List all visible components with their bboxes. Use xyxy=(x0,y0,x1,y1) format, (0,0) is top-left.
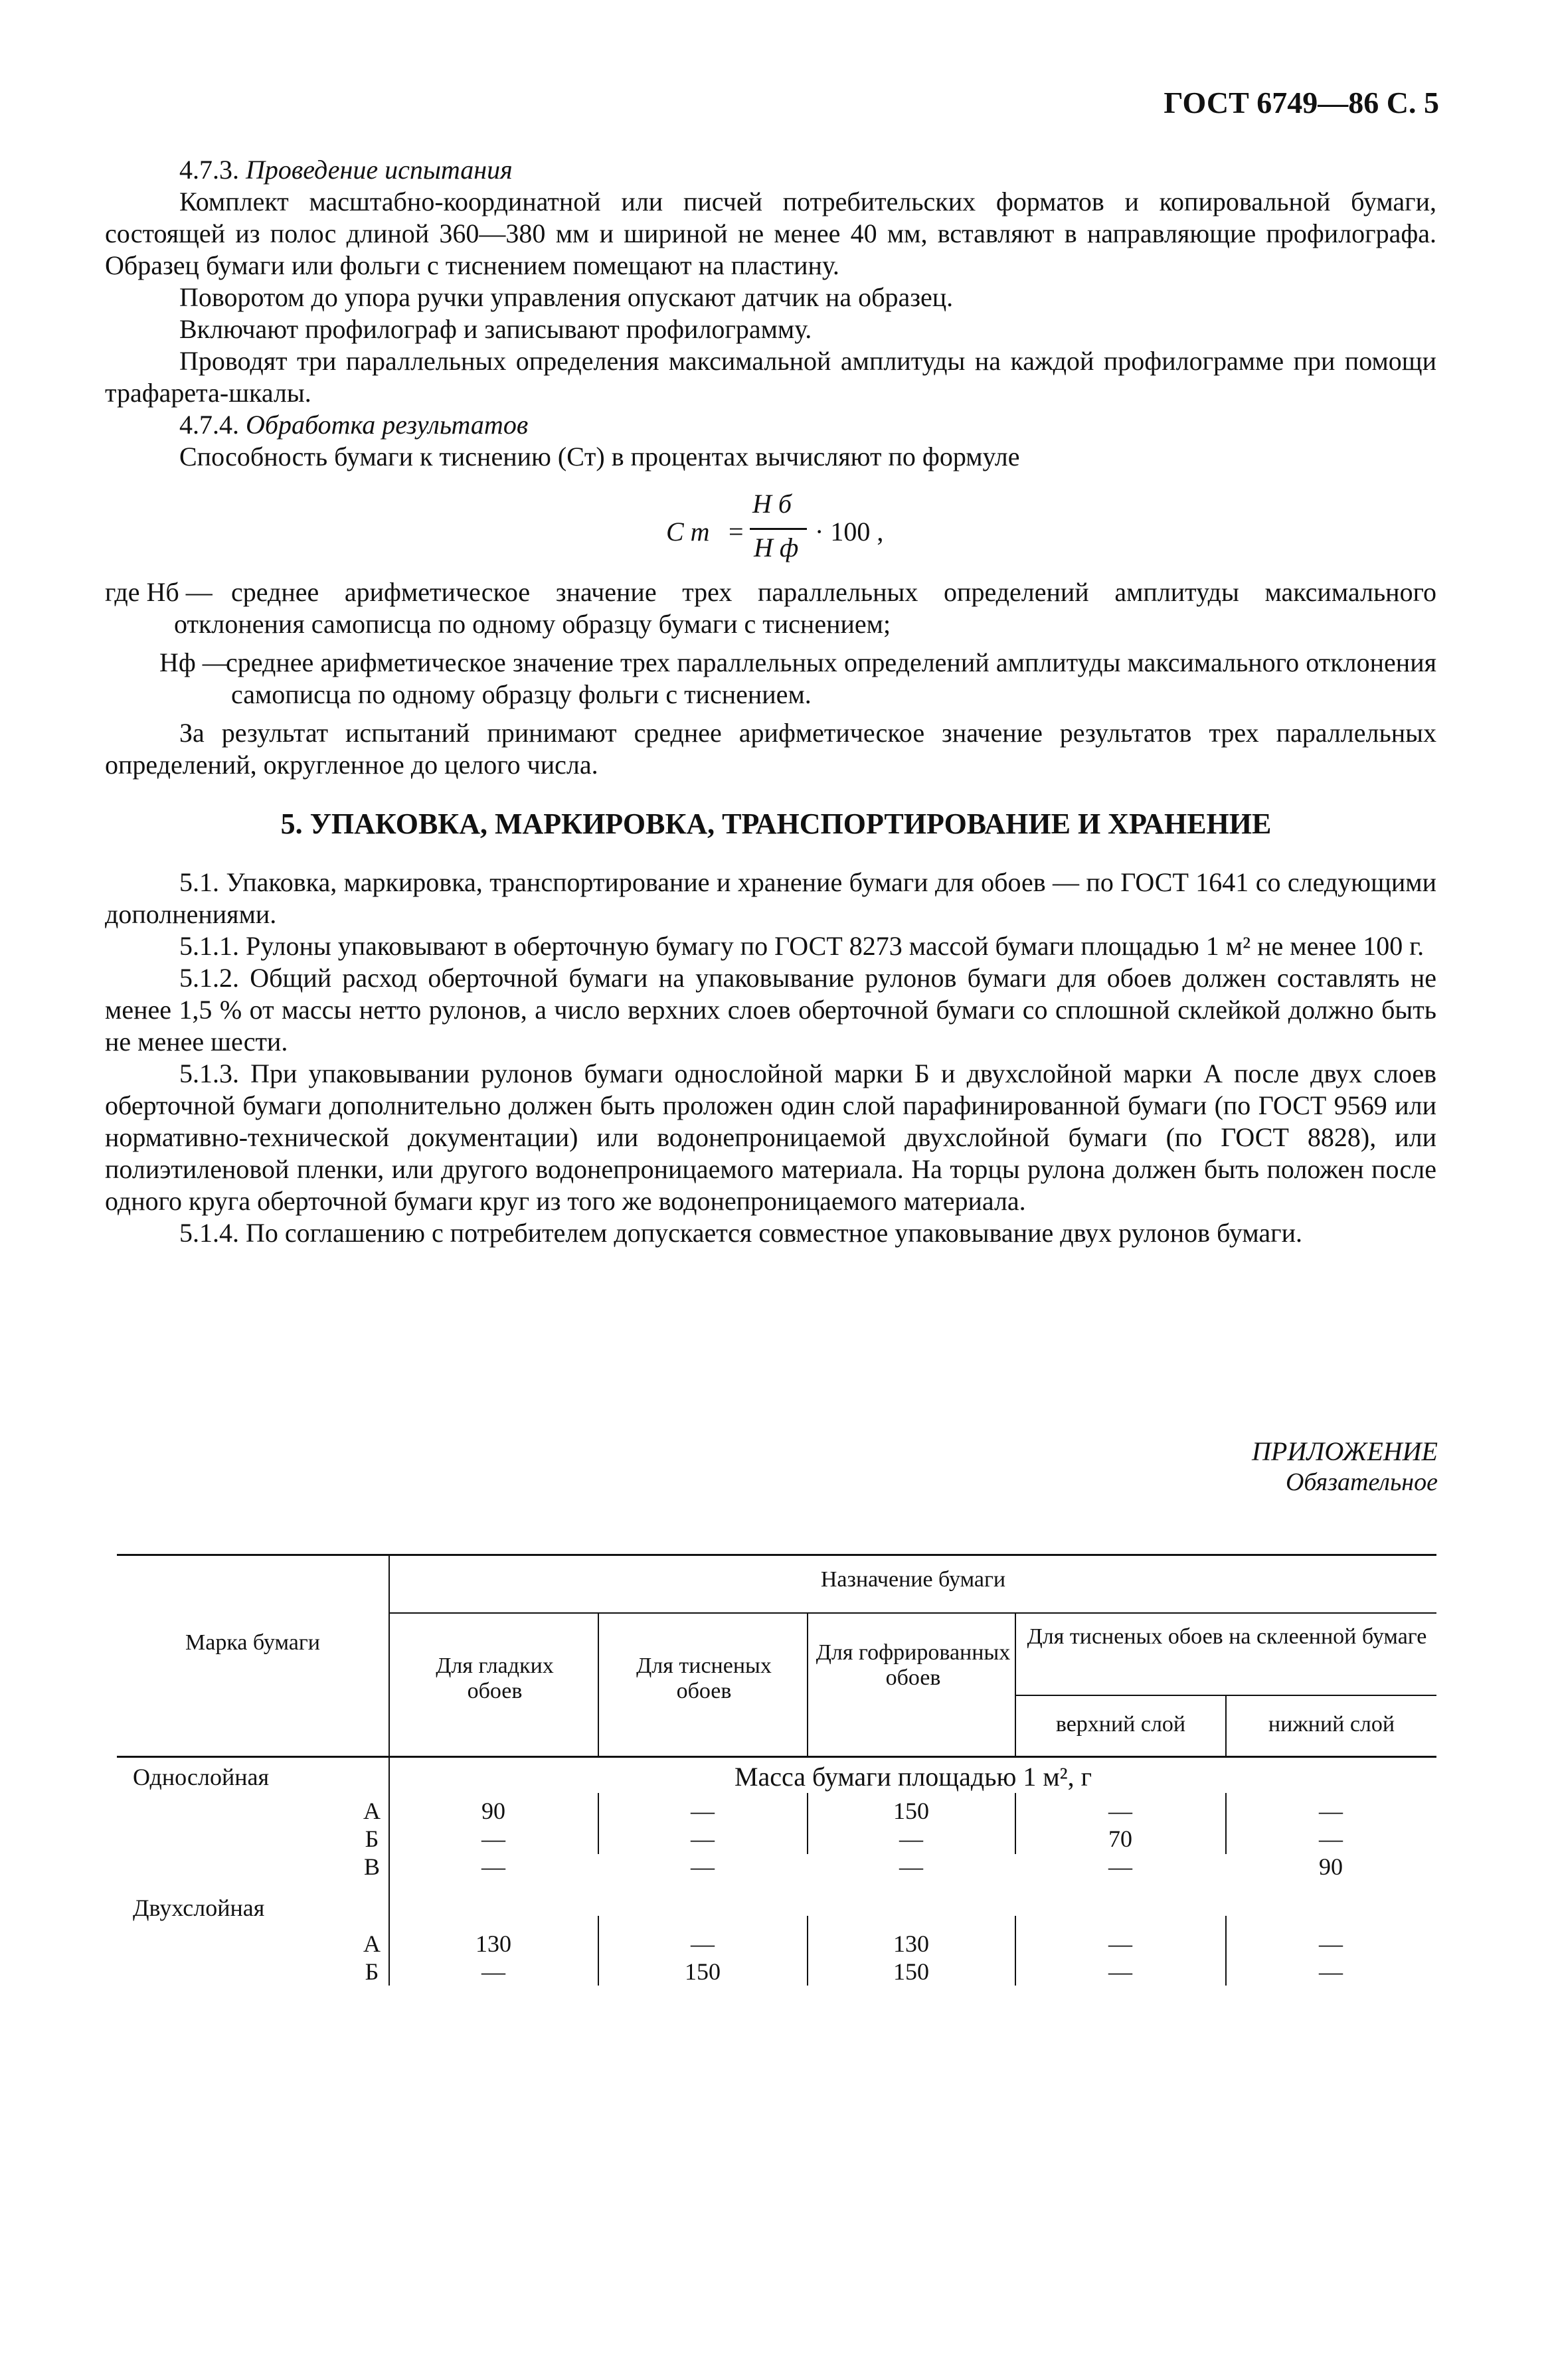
paragraph: 5.1.1. Рулоны упаковывают в оберточную бумагу по ГОСТ 8273 массой бумаги площадью 1 м² не менее 100 г. xyxy=(179,931,1424,961)
table-rule xyxy=(807,1916,808,1986)
paragraph: Поворотом до упора ручки управления опускают датчик на образец. xyxy=(179,282,954,312)
table-rule xyxy=(807,1793,808,1854)
table-cell: — xyxy=(1319,1798,1343,1824)
row-mark: Б xyxy=(365,1958,379,1985)
table-cell: — xyxy=(899,1826,923,1852)
table-cell: — xyxy=(1108,1798,1132,1824)
row-mark: Б xyxy=(365,1826,379,1852)
table-cell: 130 xyxy=(893,1930,929,1957)
paragraph: Проводят три параллельных определения максимальной амплитуды на каждой профилограмме при помощи трафарета-шкалы. xyxy=(105,346,1436,408)
table-cell: 150 xyxy=(893,1958,929,1985)
table-cell: 70 xyxy=(1108,1826,1132,1852)
table-cell: 90 xyxy=(481,1798,505,1824)
formula-eq: = xyxy=(729,517,744,547)
table-cell: 90 xyxy=(1319,1853,1343,1880)
table-rule xyxy=(807,1612,808,1757)
table-cell: — xyxy=(691,1930,715,1957)
formula-numerator: H б xyxy=(752,489,792,519)
formula xyxy=(654,488,960,574)
table-cell: — xyxy=(1319,1826,1343,1852)
table-cell: — xyxy=(481,1826,505,1852)
table-cell: — xyxy=(691,1798,715,1824)
table-rule xyxy=(598,1916,599,1986)
group-label: Двухслойная xyxy=(133,1895,265,1921)
result-paragraph: За результат испытаний принимают среднее арифметическое значение результатов трех параллельных определений, округленное до целого числа. xyxy=(105,718,1436,780)
table-cell: — xyxy=(691,1853,715,1880)
table-cell: — xyxy=(691,1826,715,1852)
table-cell: — xyxy=(481,1958,505,1985)
table-cell: — xyxy=(1319,1930,1343,1957)
paragraph: Способность бумаги к тиснению (Cт) в процентах вычисляют по формуле xyxy=(179,442,1020,471)
paragraph: 5.1.4. По соглашению с потребителем допускается совместное упаковывание двух рулонов бумаги. xyxy=(179,1218,1302,1248)
fraction-bar xyxy=(750,528,807,530)
legend-item: Hф — среднее арифметическое значение трех параллельных определений амплитуды максимального отклонения самописца по одному образцу фольги с тиснением. xyxy=(159,647,1436,709)
table-rule xyxy=(1225,1793,1227,1854)
col-header-embossed: Для тисненых обоев xyxy=(636,1654,772,1703)
paragraph: 5.1.3. При упаковывании рулонов бумаги однослойной марки Б и двухслойной марки А после двух слоев оберточной бумаги дополнительно должен быть проложен один слой парафинированной бумаги (по ГОСТ 9569 или нормативно-технической документации) или водонепроницаемой двухслойной бумаги (по ГОСТ 8828), или полиэтиленовой пленки, или другого водонепроницаемого материала. На торцы рулона должен быть положен после одного круга оберточной бумаги круг из того же водонепроницаемого материала. xyxy=(105,1059,1436,1216)
appendix-subtitle: Обязательное xyxy=(1285,1468,1438,1496)
formula-multiplier: · 100 , xyxy=(815,517,884,547)
group-label: Однослойная xyxy=(133,1764,270,1790)
col-header-purpose: Назначение бумаги xyxy=(820,1567,1006,1592)
table-cell: 130 xyxy=(475,1930,511,1957)
table-cell: — xyxy=(481,1853,505,1880)
formula-denominator: H ф xyxy=(754,533,799,562)
col-header-top-layer: верхний слой xyxy=(1055,1712,1186,1737)
table-cell: 150 xyxy=(685,1958,721,1985)
table-cell: — xyxy=(1319,1958,1343,1985)
table-cell: — xyxy=(1108,1930,1132,1957)
col-header-corrugated: Для гофрированных обоев xyxy=(816,1640,1011,1690)
paragraph: Комплект масштабно-координатной или писчей потребительских форматов и копировальной бумаги, состоящей из полос длиной 360—380 мм и шириной не менее 40 мм, вставляют в направляющие профилографа. Образец бумаги или фольги с тиснением помещают на пластину. xyxy=(105,187,1436,280)
page-header: ГОСТ 6749—86 С. 5 xyxy=(1164,86,1439,120)
table-cell: — xyxy=(899,1853,923,1880)
row-mark: В xyxy=(363,1853,380,1880)
col-header-glued: Для тисненых обоев на склеенной бумаге xyxy=(1027,1624,1427,1649)
col-header-smooth: Для гладких обоев xyxy=(436,1654,554,1703)
mass-label: Масса бумаги площадью 1 м², г xyxy=(734,1762,1092,1792)
section-5 xyxy=(105,867,1436,1249)
table-rule xyxy=(598,1793,599,1854)
table-rule xyxy=(1225,1916,1227,1986)
col-header-bottom-layer: нижний слой xyxy=(1268,1712,1395,1737)
table-rule xyxy=(388,1612,1436,1614)
row-mark: А xyxy=(363,1798,381,1824)
table-rule xyxy=(598,1612,599,1757)
table-rule xyxy=(1015,1916,1016,1986)
section-title: 4.7.3. Проведение испытания xyxy=(179,155,513,185)
formula-legend xyxy=(105,576,1436,711)
row-mark: А xyxy=(363,1930,381,1957)
paragraph: Включают профилограф и записывают профилограмму. xyxy=(179,314,812,344)
table-cell: — xyxy=(1108,1958,1132,1985)
appendix-title: ПРИЛОЖЕНИЕ xyxy=(1252,1436,1438,1466)
section-5-heading: 5. УПАКОВКА, МАРКИРОВКА, ТРАНСПОРТИРОВАНИЕ И ХРАНЕНИЕ xyxy=(280,808,1272,840)
section-4-7-3 xyxy=(105,154,1436,473)
paragraph: 5.1. Упаковка, маркировка, транспортирование и хранение бумаги для обоев — по ГОСТ 1641 со следующими дополнениями. xyxy=(105,867,1436,929)
legend-item: где Hб — среднее арифметическое значение трех параллельных определений амплитуды максимального отклонения самописца по одному образцу бумаги с тиснением; xyxy=(105,577,1436,639)
table-cell: 150 xyxy=(893,1798,929,1824)
paragraph: 5.1.2. Общий расход оберточной бумаги на упаковывание рулонов бумаги для обоев должен составлять не менее 1,5 % от массы нетто рулонов, а число верхних слоев оберточной бумаги со сплошной склейкой должно быть не менее шести. xyxy=(105,963,1436,1057)
col-header-mark: Марка бумаги xyxy=(185,1630,320,1655)
section-title: 4.7.4. Обработка результатов xyxy=(179,410,529,440)
formula-lhs: C т xyxy=(666,517,710,547)
table-rule xyxy=(1015,1793,1016,1854)
table-rule xyxy=(117,1756,1436,1758)
table-cell: — xyxy=(1108,1853,1132,1880)
table-rule xyxy=(117,1554,1436,1556)
